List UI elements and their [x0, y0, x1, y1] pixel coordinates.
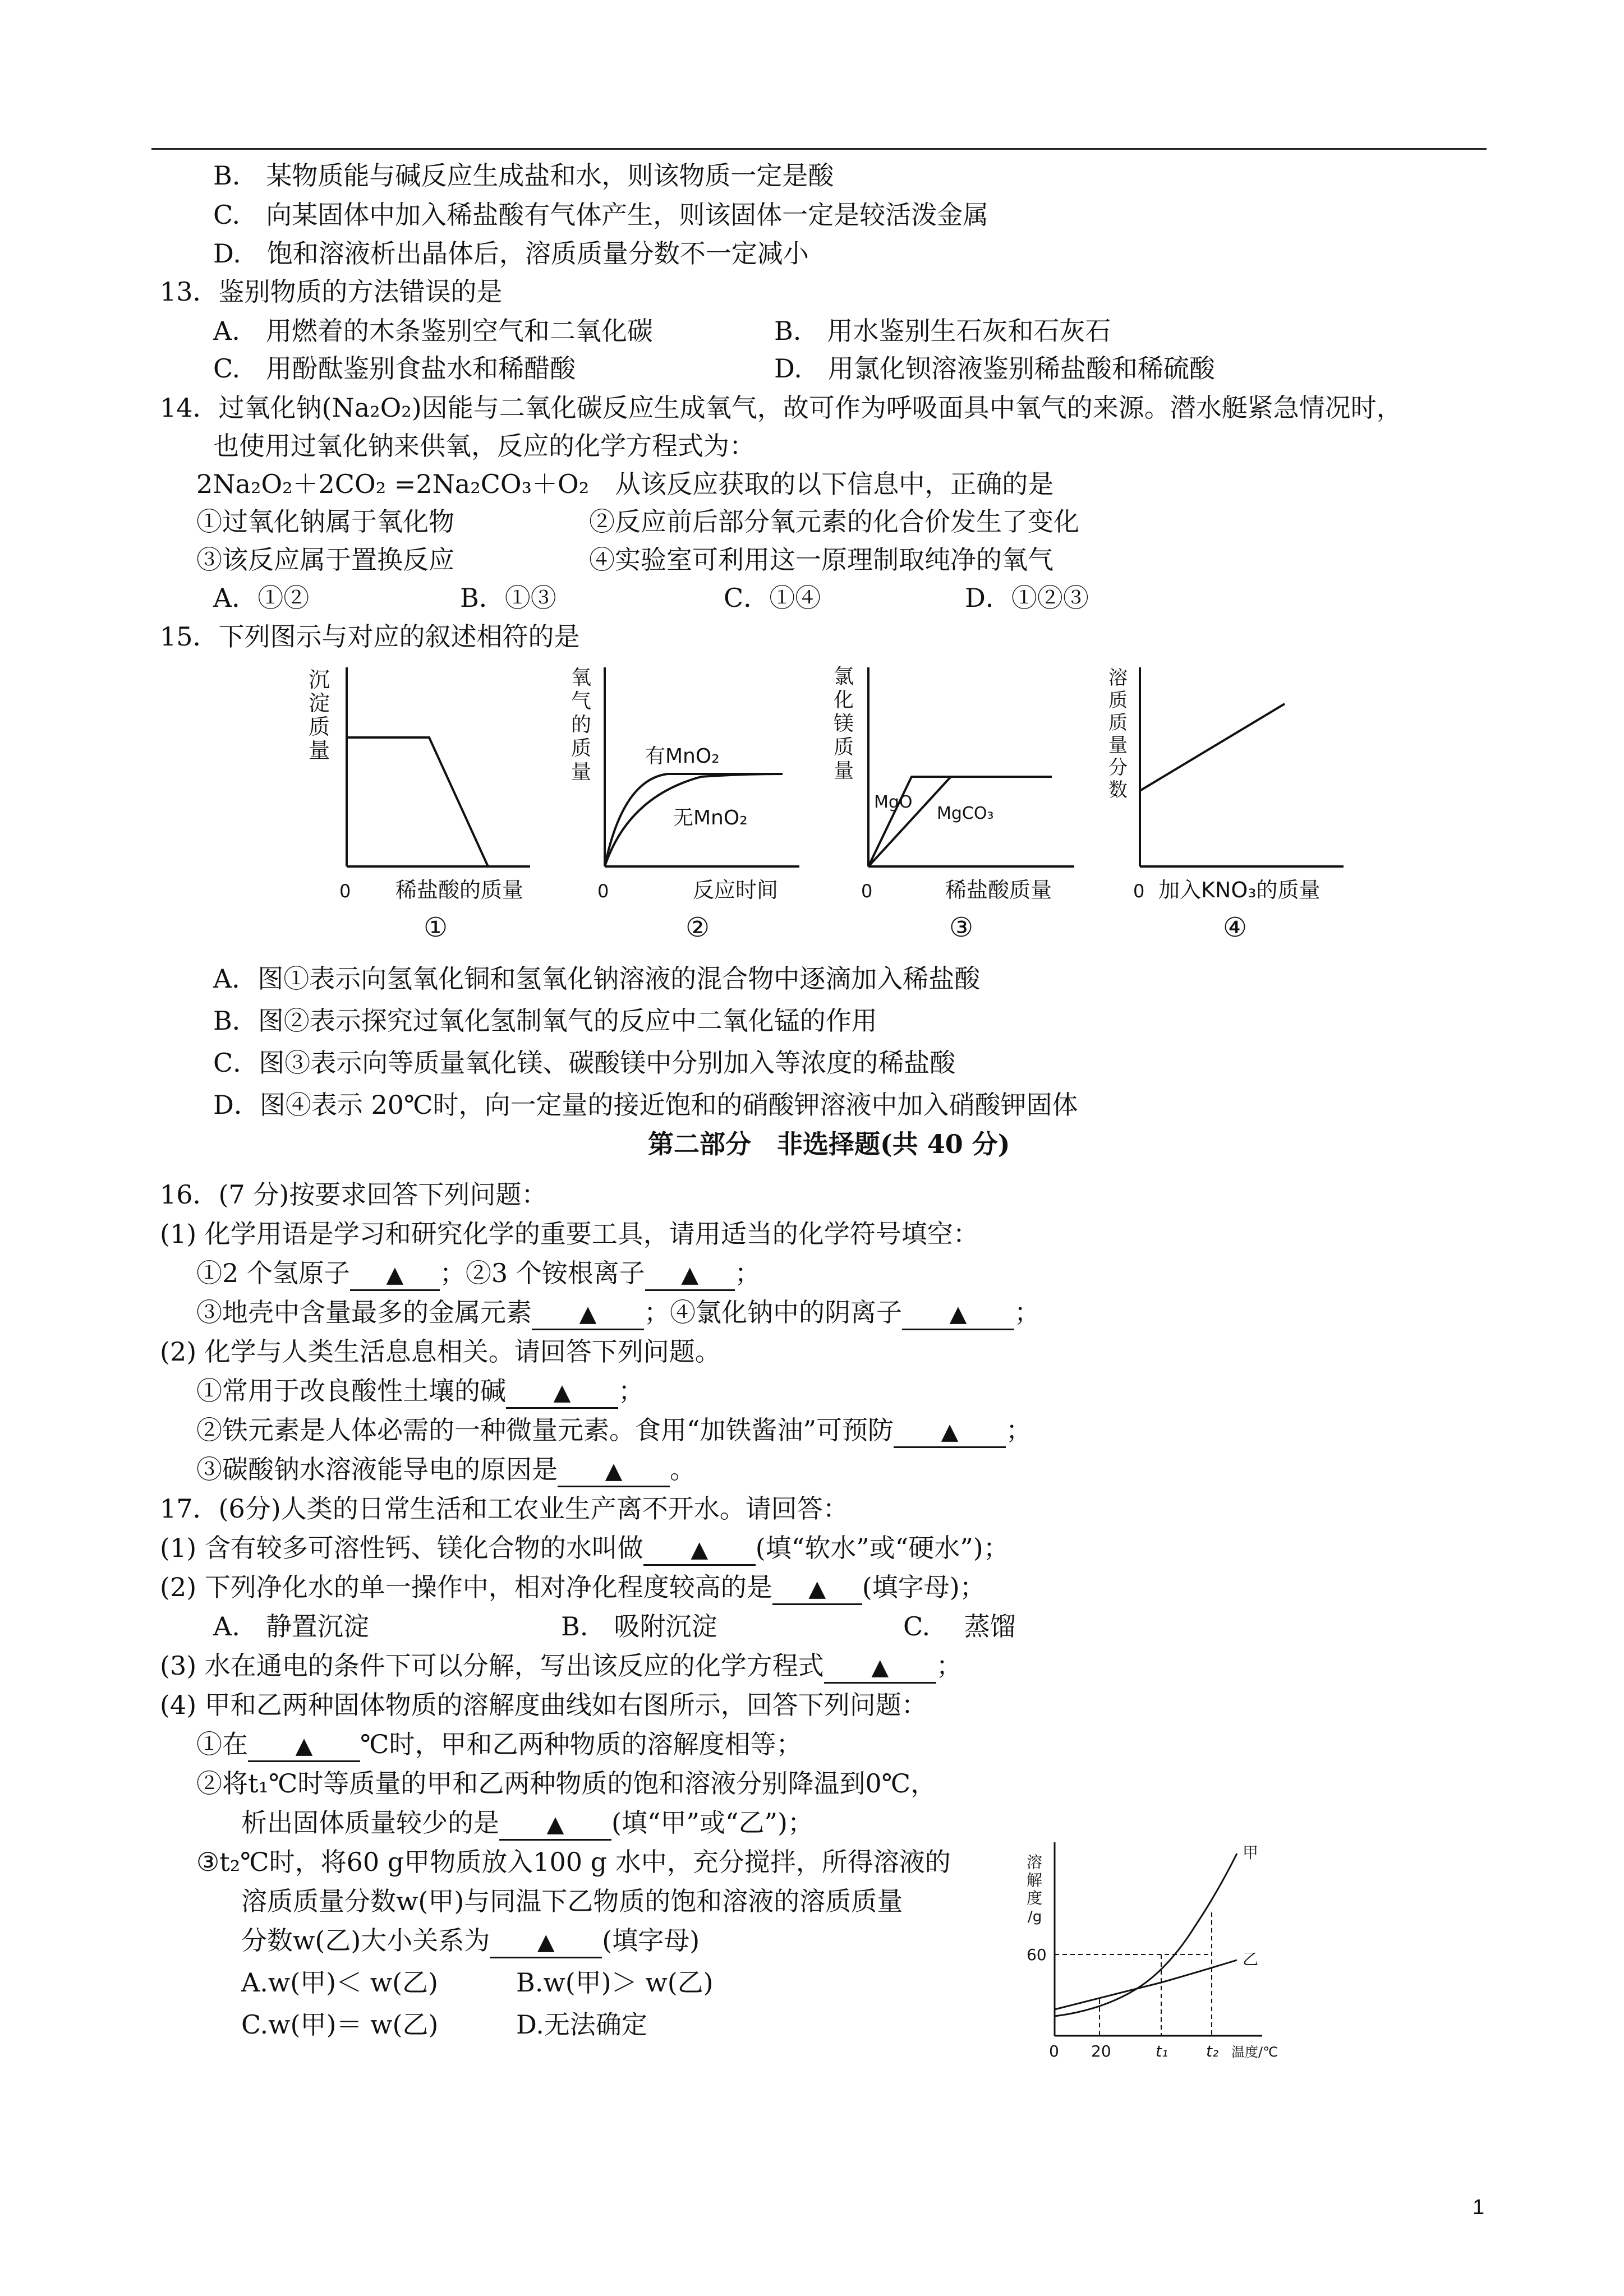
fig3-label-mgo: MgO: [874, 792, 913, 812]
q14-option-d: D．①②③: [965, 583, 1089, 613]
answer-blank[interactable]: [350, 1258, 440, 1291]
q15-option-a: A．图①表示向氢氧化铜和氢氧化钠溶液的混合物中逐滴加入稀盐酸: [213, 963, 981, 994]
solubility-graph: [1015, 1831, 1307, 2067]
q17-c3-line2: 溶质质量分数w(甲)与同温下乙物质的饱和溶液的溶质质量: [241, 1886, 903, 1916]
q17-part1: [160, 1531, 1009, 1566]
q12-option-b: B. 某物质能与碱反应生成盐和水，则该物质一定是酸: [213, 160, 834, 191]
fig4-y-label-6: 数: [1108, 779, 1128, 801]
q14-equation: 2Na₂O₂＋2CO₂ =2Na₂CO₃＋O₂ 从该反应获取的以下信息中，正确的是: [196, 469, 1054, 499]
q17-semicolon: ；: [936, 1650, 962, 1681]
q16-line-d: [196, 1413, 1032, 1448]
q16-line-c: [196, 1374, 644, 1409]
fig4-origin: 0: [1133, 880, 1145, 902]
part-two-heading: 第二部分 非选择题(共 40 分): [648, 1129, 1010, 1159]
triangle-marker: ▲: [681, 1262, 699, 1288]
q14-statement-3: ③该反应属于置换反应: [196, 545, 454, 575]
q14-option-a: A．①②: [213, 583, 310, 613]
fig1-y-label-4: 量: [309, 738, 330, 763]
q17-c3-text: 分数w(乙)大小关系为: [241, 1925, 490, 1956]
graph-x-tick-t2: t₂: [1206, 2042, 1219, 2060]
fig2-y-label-3: 的: [571, 713, 592, 736]
fig2-upper-label: 有MnO₂: [645, 745, 720, 768]
fig1-curve: [347, 737, 488, 866]
q17-option-a: A. 静置沉淀: [213, 1611, 369, 1642]
fig4-y-label-5: 分: [1108, 757, 1128, 779]
q17-stem: 17．(6分)人类的日常生活和工农业生产离不开水。请回答：: [160, 1493, 849, 1524]
fig3-y-label-4: 质: [834, 736, 854, 759]
triangle-marker: ▲: [546, 1811, 564, 1837]
q17-c1: [196, 1727, 802, 1762]
q13-option-b: B. 用水鉴别生石灰和石灰石: [774, 316, 1111, 346]
figure-2: [561, 656, 808, 959]
fig3-label-mgco3: MgCO₃: [937, 804, 994, 823]
q16-semicolon: ；: [1014, 1297, 1040, 1327]
figure-4: [1105, 656, 1352, 959]
fig4-number: ④: [1223, 912, 1248, 943]
q17-c3-line1: ③t₂℃时，将60 g甲物质放入100 g 水中，充分搅拌，所得溶液的: [196, 1847, 951, 1877]
fig2-y-label-5: 量: [571, 760, 592, 783]
fig4-y-label-4: 量: [1108, 734, 1128, 757]
q14-statement-1: ①过氧化钠属于氧化物: [196, 506, 454, 537]
q14-option-c: C．①④: [724, 583, 821, 613]
q17-option-c: C. 蒸馏: [903, 1611, 1016, 1642]
graph-label-jia: 甲: [1243, 1843, 1259, 1862]
q17-part4: (4) 甲和乙两种固体物质的溶解度曲线如右图所示，回答下列问题：: [160, 1690, 927, 1720]
answer-blank[interactable]: [645, 1258, 735, 1291]
q17-option-d: D.无法确定: [516, 2009, 647, 2040]
triangle-marker: ▲: [691, 1537, 709, 1562]
q12-option-c: C. 向某固体中加入稀盐酸有气体产生，则该固体一定是较活泼金属: [213, 200, 989, 230]
fig2-x-label: 反应时间: [693, 878, 779, 902]
answer-blank[interactable]: [499, 1808, 611, 1841]
fig1-x-label: 稀盐酸的质量: [395, 878, 524, 902]
graph-label-yi: 乙: [1243, 1950, 1259, 1968]
q17-c1-tail: ℃时，甲和乙两种物质的溶解度相等；: [360, 1729, 802, 1759]
graph-y-label-4: /g: [1028, 1908, 1042, 1925]
q17-option-c: C.w(甲)＝ w(乙): [241, 2009, 439, 2040]
fig3-y-label-1: 氯: [834, 665, 854, 688]
q16-semicolon: ；: [618, 1376, 644, 1406]
figure-3: [825, 656, 1083, 959]
q14-option-b: B．①③: [460, 583, 556, 613]
fig1-y-label-3: 质: [309, 714, 330, 739]
q16-stem: 16．(7 分)按要求回答下列问题：: [160, 1179, 548, 1210]
q17-option-a: A.w(甲)＜ w(乙): [241, 1967, 438, 1998]
q16-line-a: [196, 1256, 761, 1291]
triangle-marker: ▲: [808, 1576, 826, 1602]
answer-blank[interactable]: [532, 1298, 644, 1330]
answer-blank[interactable]: [902, 1298, 1014, 1330]
q17-c2-hint: (填“甲”或“乙”)；: [611, 1808, 813, 1838]
fig4-curve: [1140, 704, 1285, 791]
graph-x-tick-t1: t₁: [1156, 2042, 1168, 2060]
graph-y-label-1: 溶: [1027, 1853, 1043, 1871]
fig3-number: ③: [949, 912, 974, 943]
q17-c2-line2: [241, 1806, 813, 1841]
answer-blank[interactable]: [643, 1533, 756, 1566]
fig4-y-label-1: 溶: [1108, 667, 1128, 689]
q16-line-b: [196, 1295, 1040, 1330]
q17-option-b: B. 吸附沉淀: [561, 1611, 717, 1642]
q17-c3-line3: [241, 1924, 700, 1958]
answer-blank[interactable]: [490, 1926, 602, 1958]
q15-option-c: C．图③表示向等质量氧化镁、碳酸镁中分别加入等浓度的稀盐酸: [213, 1048, 956, 1078]
graph-curve-jia: [1055, 1854, 1237, 2016]
q17-c2-line1: ②将t₁℃时等质量的甲和乙两种物质的饱和溶液分别降温到0℃，: [196, 1768, 937, 1799]
q14-stem-line2: 也使用过氧化钠来供氧，反应的化学方程式为：: [213, 431, 755, 461]
q16-b1-text: ①常用于改良酸性土壤的碱: [196, 1376, 506, 1406]
fig2-number: ②: [686, 912, 710, 943]
fig2-y-label-1: 氧: [571, 666, 592, 689]
q17-c2-text: 析出固体质量较少的是: [241, 1808, 499, 1838]
triangle-marker: ▲: [386, 1262, 404, 1288]
fig4-x-label: 加入KNO₃的质量: [1158, 878, 1321, 902]
q12-option-d: D. 饱和溶液析出晶体后，溶质质量分数不一定减小: [213, 238, 809, 269]
fig3-y-label-3: 镁: [834, 712, 854, 735]
q16-part2: (2) 化学与人类生活息息相关。请回答下列问题。: [160, 1336, 721, 1367]
q17-part2: [160, 1570, 986, 1605]
fig4-y-label-3: 质: [1108, 712, 1128, 734]
triangle-marker: ▲: [579, 1301, 597, 1327]
q14-statement-2: ②反应前后部分氧元素的化合价发生了变化: [589, 506, 1079, 537]
q16-b3-text: ③碳酸钠水溶液能导电的原因是: [196, 1454, 558, 1484]
fig1-number: ①: [424, 912, 448, 943]
q15-option-d: D．图④表示 20℃时，向一定量的接近饱和的硝酸钾溶液中加入硝酸钾固体: [213, 1090, 1078, 1120]
header-rule: [151, 148, 1487, 150]
graph-curve-yi: [1055, 1960, 1237, 2009]
answer-blank[interactable]: [558, 1455, 670, 1487]
triangle-marker: ▲: [941, 1419, 959, 1445]
answer-blank[interactable]: [824, 1651, 936, 1684]
q13-stem: 13．鉴别物质的方法错误的是: [160, 276, 503, 307]
q15-stem: 15．下列图示与对应的叙述相符的是: [160, 621, 580, 652]
fig2-origin: 0: [597, 880, 609, 902]
triangle-marker: ▲: [949, 1301, 967, 1327]
fig3-y-label-5: 量: [834, 759, 854, 782]
triangle-marker: ▲: [605, 1458, 623, 1484]
graph-y-label-2: 解: [1027, 1871, 1043, 1889]
fig1-y-label-1: 沉: [309, 667, 330, 692]
graph-y-label-3: 度: [1027, 1889, 1043, 1907]
fig3-y-label-2: 化: [834, 689, 854, 712]
triangle-marker: ▲: [871, 1654, 889, 1680]
q17-part3: [160, 1649, 962, 1684]
q16-a1-text: ①2 个氢原子: [196, 1258, 350, 1288]
q17-p3-text: (3) 水在通电的条件下可以分解，写出该反应的化学方程式: [160, 1650, 824, 1681]
graph-x-tick-0: 0: [1049, 2042, 1059, 2060]
q16-part1: (1) 化学用语是学习和研究化学的重要工具，请用适当的化学符号填空：: [160, 1219, 979, 1249]
q16-a3-text: ③地壳中含量最多的金属元素: [196, 1297, 532, 1327]
answer-blank[interactable]: [894, 1416, 1006, 1448]
q17-c3-hint: (填字母): [602, 1925, 700, 1956]
q16-period: 。: [670, 1454, 696, 1484]
q17-option-b: B.w(甲)＞ w(乙): [516, 1967, 714, 1998]
q16-a2-text: ；②3 个铵根离子: [439, 1258, 645, 1288]
q16-semicolon: ；: [1006, 1415, 1032, 1445]
q17-p1-hint: (填“软水”或“硬水”)；: [755, 1533, 1009, 1563]
q17-c1-text: ①在: [196, 1729, 248, 1759]
q17-p1-text: (1) 含有较多可溶性钙、镁化合物的水叫做: [160, 1533, 643, 1563]
q13-option-d: D. 用氯化钡溶液鉴别稀盐酸和稀硫酸: [774, 353, 1215, 384]
graph-y-tick-60: 60: [1027, 1945, 1047, 1964]
fig2-y-label-2: 气: [571, 690, 592, 713]
fig3-x-label: 稀盐酸质量: [945, 878, 1052, 902]
graph-x-label: 温度/℃: [1231, 2044, 1278, 2060]
answer-blank[interactable]: [248, 1730, 360, 1762]
fig4-y-label-2: 质: [1108, 689, 1128, 712]
q16-b2-text: ②铁元素是人体必需的一种微量元素。食用“加铁酱油”可预防: [196, 1415, 894, 1445]
answer-blank[interactable]: [506, 1376, 618, 1409]
triangle-marker: ▲: [553, 1380, 571, 1405]
q14-stem-line1: 14．过氧化钠(Na₂O₂)因能与二氧化碳反应生成氧气，故可作为呼吸面具中氧气的来源。潜水艇紧急情况时，: [160, 393, 1402, 423]
fig2-lower-label: 无MnO₂: [673, 806, 748, 829]
graph-x-tick-20: 20: [1091, 2042, 1111, 2060]
answer-blank[interactable]: [772, 1573, 862, 1605]
q15-option-b: B．图②表示探究过氧化氢制氧气的反应中二氧化锰的作用: [213, 1006, 877, 1036]
triangle-marker: ▲: [537, 1929, 555, 1955]
q13-option-c: C. 用酚酞鉴别食盐水和稀醋酸: [213, 353, 576, 384]
q16-a4-text: ；④氯化钠中的阴离子: [644, 1297, 902, 1327]
q16-line-e: [196, 1453, 696, 1487]
q17-p2-text: (2) 下列净化水的单一操作中，相对净化程度较高的是: [160, 1572, 772, 1602]
triangle-marker: ▲: [295, 1733, 313, 1759]
fig2-y-label-4: 质: [571, 737, 592, 760]
fig1-y-label-2: 淀: [309, 691, 330, 716]
q13-option-a: A. 用燃着的木条鉴别空气和二氧化碳: [213, 316, 653, 346]
page-number: 1: [1473, 2196, 1485, 2219]
q17-p2-hint: (填字母)；: [862, 1572, 986, 1602]
q16-semicolon: ；: [734, 1258, 761, 1288]
figure-1: [303, 656, 539, 959]
fig1-origin: 0: [339, 880, 351, 902]
fig3-origin: 0: [861, 880, 873, 902]
q14-statement-4: ④实验室可利用这一原理制取纯净的氧气: [589, 545, 1053, 575]
